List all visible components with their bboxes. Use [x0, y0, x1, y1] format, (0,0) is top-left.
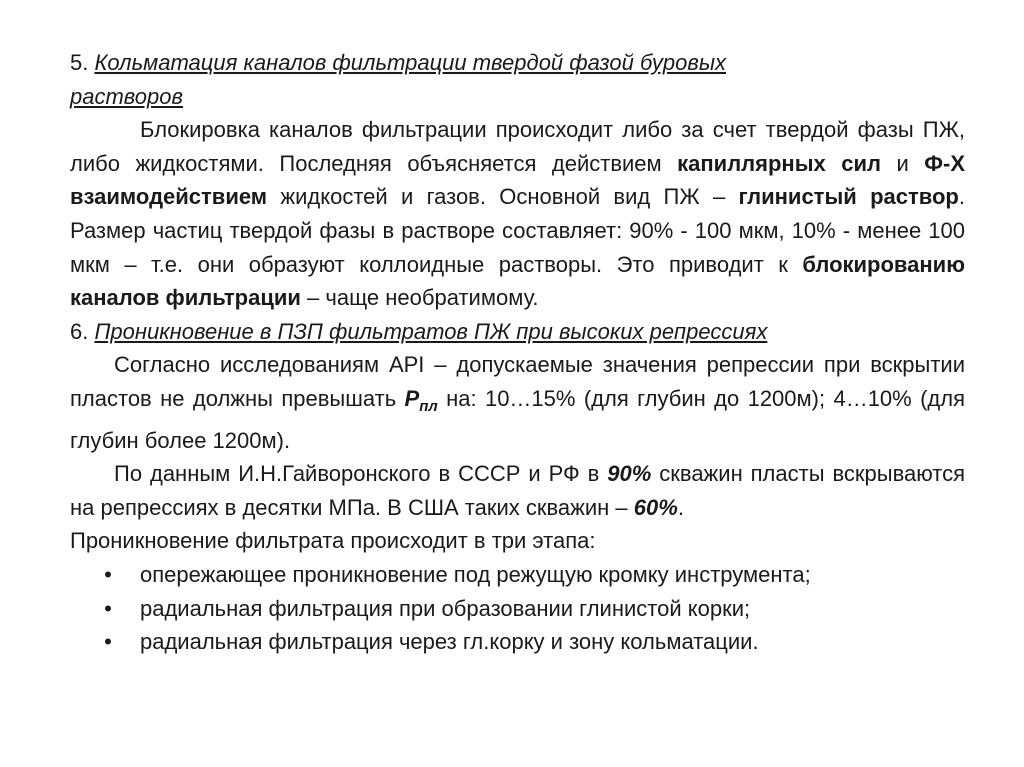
text-run: – чаще необратимому.	[300, 285, 539, 311]
section-5-title-line2: растворов	[70, 83, 183, 109]
section-6-title: Проникновение в ПЗП фильтратов ПЖ при высоких репрессиях	[94, 318, 768, 344]
text-run: . Размер частиц твердой фазы в растворе составляет: 90% - 100 мкм, 10% - менее 100 мкм – т.е. они образуют коллоидные растворы. Это приводит к	[70, 184, 965, 277]
text-run: По данным И.Н.Гайворонского в СССР и РФ в	[114, 461, 608, 487]
list-item	[70, 558, 965, 592]
section-5-paragraph	[70, 113, 965, 315]
text-run: и	[880, 150, 925, 176]
list-item-text: опережающее проникновение под режущую кромку инструмента;	[140, 561, 811, 587]
bullet-icon: •	[104, 561, 112, 587]
symbol-p: Р	[404, 385, 420, 411]
bold-term-clay-mud: глинистый раствор	[738, 184, 959, 210]
text-run: на: 10…15% (для глубин до 1200м); 4…10% (для глубин более 1200м).	[70, 385, 966, 453]
bold-term-blocking: блокированию каналов фильтрации	[70, 251, 965, 311]
text-run: жидкостей и газов. Основной вид ПЖ –	[267, 184, 739, 210]
list-item	[70, 625, 965, 659]
slide-content	[70, 46, 965, 659]
section-6-paragraph-ussr	[70, 457, 965, 524]
section-6-stages-intro: Проникновение фильтрата происходит в три этапа:	[70, 528, 596, 554]
list-item	[70, 592, 965, 626]
bold-term-capillary: капиллярных сил	[677, 150, 881, 176]
percent-90: 90%	[607, 461, 652, 487]
section-5-title-line1: Кольматация каналов фильтрации твердой фазой буровых	[94, 50, 727, 75]
percent-60: 60%	[633, 494, 678, 520]
section-5-number: 5.	[70, 50, 95, 75]
list-item-text: радиальная фильтрация через гл.корку и зону кольматации.	[140, 629, 759, 655]
bold-term-fx: Ф-Х взаимодействием	[70, 150, 966, 210]
list-item-text: радиальная фильтрация при образовании глинистой корки;	[140, 595, 751, 621]
bullet-icon: •	[104, 629, 112, 655]
section-5-heading	[70, 46, 965, 113]
bullet-icon: •	[104, 595, 112, 621]
stages-list	[70, 558, 965, 659]
symbol-subscript: пл	[419, 397, 438, 415]
section-6-heading	[70, 315, 965, 349]
section-6-paragraph-api	[70, 348, 965, 457]
section-6-number: 6.	[70, 318, 95, 344]
text-run: Согласно исследованиям API – допускаемые значения репрессии при вскрытии пластов не должны превышать	[70, 352, 965, 411]
text-run: .	[677, 494, 684, 520]
text-run: скважин пласты вскрываются на репрессиях в десятки МПа. В США таких скважин –	[70, 461, 966, 520]
text-run: Блокировка каналов фильтрации происходит либо за счет твердой фазы ПЖ, либо жидкостями. Последняя объясняется действием	[70, 117, 965, 176]
